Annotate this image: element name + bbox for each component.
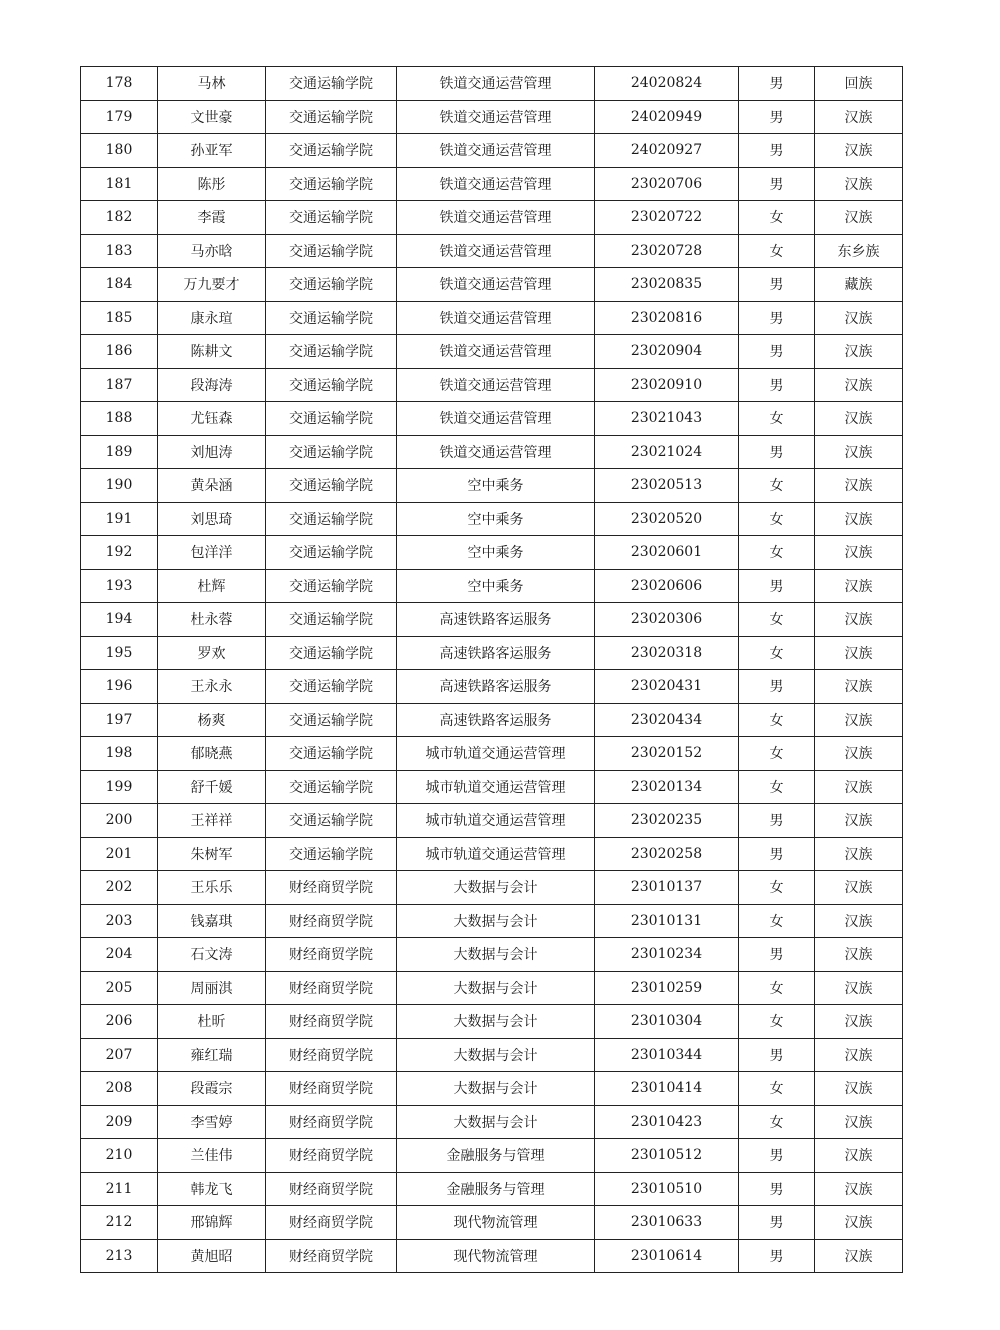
student-name-cell: 兰佳伟 <box>158 1139 266 1173</box>
row-number-cell: 200 <box>81 804 158 838</box>
row-number-cell: 211 <box>81 1172 158 1206</box>
college-cell: 交通运输学院 <box>266 636 397 670</box>
college-cell: 交通运输学院 <box>266 837 397 871</box>
gender-cell: 女 <box>739 402 815 436</box>
gender-cell: 男 <box>739 100 815 134</box>
gender-cell: 女 <box>739 770 815 804</box>
college-cell: 财经商贸学院 <box>266 971 397 1005</box>
table-row <box>81 737 903 771</box>
college-cell: 交通运输学院 <box>266 201 397 235</box>
major-cell: 铁道交通运营管理 <box>397 234 595 268</box>
table-row <box>81 670 903 704</box>
row-number-cell: 204 <box>81 938 158 972</box>
student-id-cell: 24020949 <box>595 100 739 134</box>
student-id-cell: 23010131 <box>595 904 739 938</box>
table-row <box>81 335 903 369</box>
major-cell: 高速铁路客运服务 <box>397 703 595 737</box>
ethnicity-cell: 汉族 <box>815 435 903 469</box>
row-number-cell: 190 <box>81 469 158 503</box>
ethnicity-cell: 汉族 <box>815 502 903 536</box>
gender-cell: 男 <box>739 804 815 838</box>
student-id-cell: 23020816 <box>595 301 739 335</box>
ethnicity-cell: 汉族 <box>815 636 903 670</box>
row-number-cell: 189 <box>81 435 158 469</box>
row-number-cell: 193 <box>81 569 158 603</box>
table-row <box>81 1239 903 1273</box>
student-id-cell: 23020434 <box>595 703 739 737</box>
row-number-cell: 201 <box>81 837 158 871</box>
table-row <box>81 301 903 335</box>
student-name-cell: 文世豪 <box>158 100 266 134</box>
college-cell: 交通运输学院 <box>266 234 397 268</box>
major-cell: 高速铁路客运服务 <box>397 603 595 637</box>
row-number-cell: 203 <box>81 904 158 938</box>
college-cell: 交通运输学院 <box>266 402 397 436</box>
row-number-cell: 198 <box>81 737 158 771</box>
gender-cell: 女 <box>739 636 815 670</box>
table-row <box>81 201 903 235</box>
student-id-cell: 23020235 <box>595 804 739 838</box>
row-number-cell: 213 <box>81 1239 158 1273</box>
student-id-cell: 23020152 <box>595 737 739 771</box>
ethnicity-cell: 藏族 <box>815 268 903 302</box>
student-id-cell: 23020318 <box>595 636 739 670</box>
ethnicity-cell: 东乡族 <box>815 234 903 268</box>
major-cell: 金融服务与管理 <box>397 1172 595 1206</box>
table-row <box>81 569 903 603</box>
gender-cell: 女 <box>739 1072 815 1106</box>
ethnicity-cell: 汉族 <box>815 603 903 637</box>
student-id-cell: 23010512 <box>595 1139 739 1173</box>
table-row <box>81 368 903 402</box>
row-number-cell: 194 <box>81 603 158 637</box>
student-name-cell: 雍红瑞 <box>158 1038 266 1072</box>
student-name-cell: 尤钰森 <box>158 402 266 436</box>
student-name-cell: 段海涛 <box>158 368 266 402</box>
major-cell: 大数据与会计 <box>397 1072 595 1106</box>
student-id-cell: 23020910 <box>595 368 739 402</box>
college-cell: 财经商贸学院 <box>266 938 397 972</box>
major-cell: 铁道交通运营管理 <box>397 301 595 335</box>
ethnicity-cell: 汉族 <box>815 100 903 134</box>
gender-cell: 男 <box>739 1139 815 1173</box>
college-cell: 交通运输学院 <box>266 703 397 737</box>
student-id-cell: 23010304 <box>595 1005 739 1039</box>
student-name-cell: 李雪婷 <box>158 1105 266 1139</box>
ethnicity-cell: 汉族 <box>815 971 903 1005</box>
table-row <box>81 1139 903 1173</box>
ethnicity-cell: 汉族 <box>815 1206 903 1240</box>
row-number-cell: 199 <box>81 770 158 804</box>
table-row <box>81 1172 903 1206</box>
student-name-cell: 刘旭涛 <box>158 435 266 469</box>
ethnicity-cell: 汉族 <box>815 770 903 804</box>
major-cell: 金融服务与管理 <box>397 1139 595 1173</box>
table-row <box>81 134 903 168</box>
student-name-cell: 马林 <box>158 67 266 101</box>
table-row <box>81 1206 903 1240</box>
student-name-cell: 钱嘉琪 <box>158 904 266 938</box>
college-cell: 交通运输学院 <box>266 368 397 402</box>
student-name-cell: 杜永蓉 <box>158 603 266 637</box>
student-name-cell: 包洋洋 <box>158 536 266 570</box>
student-list-table <box>80 66 903 1273</box>
student-id-cell: 23020513 <box>595 469 739 503</box>
college-cell: 交通运输学院 <box>266 100 397 134</box>
gender-cell: 男 <box>739 134 815 168</box>
college-cell: 交通运输学院 <box>266 569 397 603</box>
gender-cell: 女 <box>739 536 815 570</box>
major-cell: 大数据与会计 <box>397 1005 595 1039</box>
student-name-cell: 黄朵涵 <box>158 469 266 503</box>
gender-cell: 女 <box>739 502 815 536</box>
table-row <box>81 1038 903 1072</box>
row-number-cell: 186 <box>81 335 158 369</box>
student-id-cell: 23020728 <box>595 234 739 268</box>
ethnicity-cell: 汉族 <box>815 335 903 369</box>
major-cell: 城市轨道交通运营管理 <box>397 737 595 771</box>
student-id-cell: 23020722 <box>595 201 739 235</box>
ethnicity-cell: 汉族 <box>815 938 903 972</box>
student-list-body <box>81 67 903 1273</box>
college-cell: 财经商贸学院 <box>266 871 397 905</box>
major-cell: 城市轨道交通运营管理 <box>397 804 595 838</box>
ethnicity-cell: 汉族 <box>815 837 903 871</box>
table-row <box>81 770 903 804</box>
row-number-cell: 197 <box>81 703 158 737</box>
student-name-cell: 韩龙飞 <box>158 1172 266 1206</box>
ethnicity-cell: 汉族 <box>815 134 903 168</box>
ethnicity-cell: 汉族 <box>815 1139 903 1173</box>
gender-cell: 女 <box>739 871 815 905</box>
college-cell: 交通运输学院 <box>266 268 397 302</box>
ethnicity-cell: 汉族 <box>815 703 903 737</box>
table-row <box>81 1105 903 1139</box>
row-number-cell: 184 <box>81 268 158 302</box>
student-name-cell: 罗欢 <box>158 636 266 670</box>
row-number-cell: 210 <box>81 1139 158 1173</box>
table-row <box>81 402 903 436</box>
gender-cell: 男 <box>739 67 815 101</box>
ethnicity-cell: 汉族 <box>815 368 903 402</box>
ethnicity-cell: 汉族 <box>815 201 903 235</box>
student-name-cell: 陈彤 <box>158 167 266 201</box>
college-cell: 财经商贸学院 <box>266 1105 397 1139</box>
ethnicity-cell: 汉族 <box>815 1239 903 1273</box>
major-cell: 高速铁路客运服务 <box>397 670 595 704</box>
ethnicity-cell: 汉族 <box>815 1105 903 1139</box>
student-id-cell: 23010510 <box>595 1172 739 1206</box>
major-cell: 高速铁路客运服务 <box>397 636 595 670</box>
table-row <box>81 971 903 1005</box>
student-id-cell: 23020601 <box>595 536 739 570</box>
row-number-cell: 178 <box>81 67 158 101</box>
college-cell: 交通运输学院 <box>266 167 397 201</box>
row-number-cell: 181 <box>81 167 158 201</box>
student-id-cell: 24020824 <box>595 67 739 101</box>
student-id-cell: 23020306 <box>595 603 739 637</box>
student-name-cell: 邢锦辉 <box>158 1206 266 1240</box>
student-id-cell: 23020835 <box>595 268 739 302</box>
table-row <box>81 636 903 670</box>
gender-cell: 女 <box>739 904 815 938</box>
table-row <box>81 837 903 871</box>
student-name-cell: 朱树军 <box>158 837 266 871</box>
student-id-cell: 23010259 <box>595 971 739 1005</box>
gender-cell: 女 <box>739 469 815 503</box>
gender-cell: 女 <box>739 971 815 1005</box>
ethnicity-cell: 汉族 <box>815 804 903 838</box>
major-cell: 现代物流管理 <box>397 1206 595 1240</box>
ethnicity-cell: 汉族 <box>815 402 903 436</box>
college-cell: 财经商贸学院 <box>266 1172 397 1206</box>
row-number-cell: 209 <box>81 1105 158 1139</box>
ethnicity-cell: 汉族 <box>815 1005 903 1039</box>
gender-cell: 女 <box>739 603 815 637</box>
college-cell: 交通运输学院 <box>266 469 397 503</box>
gender-cell: 男 <box>739 435 815 469</box>
major-cell: 城市轨道交通运营管理 <box>397 770 595 804</box>
student-name-cell: 万九要才 <box>158 268 266 302</box>
student-id-cell: 23010234 <box>595 938 739 972</box>
student-id-cell: 23020520 <box>595 502 739 536</box>
row-number-cell: 207 <box>81 1038 158 1072</box>
row-number-cell: 180 <box>81 134 158 168</box>
student-name-cell: 杜昕 <box>158 1005 266 1039</box>
table-row <box>81 469 903 503</box>
row-number-cell: 202 <box>81 871 158 905</box>
student-id-cell: 23010414 <box>595 1072 739 1106</box>
major-cell: 空中乘务 <box>397 469 595 503</box>
gender-cell: 女 <box>739 703 815 737</box>
major-cell: 铁道交通运营管理 <box>397 435 595 469</box>
ethnicity-cell: 汉族 <box>815 167 903 201</box>
ethnicity-cell: 汉族 <box>815 871 903 905</box>
gender-cell: 男 <box>739 1239 815 1273</box>
student-id-cell: 23020606 <box>595 569 739 603</box>
student-name-cell: 李霞 <box>158 201 266 235</box>
student-name-cell: 周丽淇 <box>158 971 266 1005</box>
gender-cell: 男 <box>739 268 815 302</box>
student-id-cell: 23010614 <box>595 1239 739 1273</box>
student-name-cell: 王祥祥 <box>158 804 266 838</box>
college-cell: 财经商贸学院 <box>266 1038 397 1072</box>
ethnicity-cell: 汉族 <box>815 1072 903 1106</box>
major-cell: 铁道交通运营管理 <box>397 67 595 101</box>
college-cell: 财经商贸学院 <box>266 1239 397 1273</box>
table-row <box>81 100 903 134</box>
table-row <box>81 904 903 938</box>
student-name-cell: 舒千媛 <box>158 770 266 804</box>
major-cell: 铁道交通运营管理 <box>397 402 595 436</box>
student-name-cell: 陈耕文 <box>158 335 266 369</box>
ethnicity-cell: 汉族 <box>815 301 903 335</box>
major-cell: 大数据与会计 <box>397 938 595 972</box>
student-name-cell: 郁晓燕 <box>158 737 266 771</box>
ethnicity-cell: 回族 <box>815 67 903 101</box>
student-id-cell: 23021024 <box>595 435 739 469</box>
student-name-cell: 石文涛 <box>158 938 266 972</box>
table-row <box>81 603 903 637</box>
college-cell: 财经商贸学院 <box>266 1005 397 1039</box>
gender-cell: 女 <box>739 1005 815 1039</box>
major-cell: 大数据与会计 <box>397 1105 595 1139</box>
gender-cell: 男 <box>739 301 815 335</box>
gender-cell: 女 <box>739 737 815 771</box>
college-cell: 交通运输学院 <box>266 335 397 369</box>
row-number-cell: 183 <box>81 234 158 268</box>
major-cell: 城市轨道交通运营管理 <box>397 837 595 871</box>
major-cell: 铁道交通运营管理 <box>397 201 595 235</box>
college-cell: 财经商贸学院 <box>266 1072 397 1106</box>
major-cell: 铁道交通运营管理 <box>397 268 595 302</box>
table-row <box>81 804 903 838</box>
student-id-cell: 23010137 <box>595 871 739 905</box>
table-row <box>81 502 903 536</box>
row-number-cell: 195 <box>81 636 158 670</box>
ethnicity-cell: 汉族 <box>815 536 903 570</box>
gender-cell: 男 <box>739 938 815 972</box>
ethnicity-cell: 汉族 <box>815 737 903 771</box>
row-number-cell: 192 <box>81 536 158 570</box>
table-row <box>81 1005 903 1039</box>
gender-cell: 男 <box>739 569 815 603</box>
college-cell: 交通运输学院 <box>266 301 397 335</box>
row-number-cell: 206 <box>81 1005 158 1039</box>
student-name-cell: 王乐乐 <box>158 871 266 905</box>
table-row <box>81 703 903 737</box>
table-row <box>81 268 903 302</box>
row-number-cell: 196 <box>81 670 158 704</box>
college-cell: 财经商贸学院 <box>266 904 397 938</box>
student-id-cell: 23020258 <box>595 837 739 871</box>
student-id-cell: 23010423 <box>595 1105 739 1139</box>
student-id-cell: 23020134 <box>595 770 739 804</box>
student-name-cell: 马亦晗 <box>158 234 266 268</box>
college-cell: 财经商贸学院 <box>266 1139 397 1173</box>
major-cell: 大数据与会计 <box>397 971 595 1005</box>
row-number-cell: 185 <box>81 301 158 335</box>
student-name-cell: 刘思琦 <box>158 502 266 536</box>
major-cell: 铁道交通运营管理 <box>397 100 595 134</box>
major-cell: 现代物流管理 <box>397 1239 595 1273</box>
table-row <box>81 67 903 101</box>
gender-cell: 男 <box>739 670 815 704</box>
row-number-cell: 191 <box>81 502 158 536</box>
student-name-cell: 杜辉 <box>158 569 266 603</box>
gender-cell: 男 <box>739 1038 815 1072</box>
table-row <box>81 536 903 570</box>
gender-cell: 男 <box>739 837 815 871</box>
major-cell: 空中乘务 <box>397 502 595 536</box>
ethnicity-cell: 汉族 <box>815 670 903 704</box>
college-cell: 财经商贸学院 <box>266 1206 397 1240</box>
major-cell: 大数据与会计 <box>397 871 595 905</box>
student-name-cell: 杨爽 <box>158 703 266 737</box>
college-cell: 交通运输学院 <box>266 737 397 771</box>
student-id-cell: 23010633 <box>595 1206 739 1240</box>
major-cell: 空中乘务 <box>397 536 595 570</box>
student-id-cell: 23020431 <box>595 670 739 704</box>
ethnicity-cell: 汉族 <box>815 904 903 938</box>
row-number-cell: 208 <box>81 1072 158 1106</box>
row-number-cell: 205 <box>81 971 158 1005</box>
table-row <box>81 938 903 972</box>
student-id-cell: 24020927 <box>595 134 739 168</box>
major-cell: 铁道交通运营管理 <box>397 167 595 201</box>
college-cell: 交通运输学院 <box>266 670 397 704</box>
student-id-cell: 23020706 <box>595 167 739 201</box>
table-row <box>81 167 903 201</box>
major-cell: 大数据与会计 <box>397 904 595 938</box>
gender-cell: 男 <box>739 1172 815 1206</box>
ethnicity-cell: 汉族 <box>815 569 903 603</box>
student-name-cell: 段霞宗 <box>158 1072 266 1106</box>
row-number-cell: 182 <box>81 201 158 235</box>
gender-cell: 男 <box>739 167 815 201</box>
ethnicity-cell: 汉族 <box>815 1172 903 1206</box>
student-name-cell: 康永瑄 <box>158 301 266 335</box>
major-cell: 铁道交通运营管理 <box>397 335 595 369</box>
major-cell: 空中乘务 <box>397 569 595 603</box>
student-name-cell: 黄旭昭 <box>158 1239 266 1273</box>
gender-cell: 女 <box>739 234 815 268</box>
student-id-cell: 23021043 <box>595 402 739 436</box>
student-name-cell: 王永永 <box>158 670 266 704</box>
row-number-cell: 188 <box>81 402 158 436</box>
major-cell: 铁道交通运营管理 <box>397 134 595 168</box>
ethnicity-cell: 汉族 <box>815 469 903 503</box>
row-number-cell: 212 <box>81 1206 158 1240</box>
gender-cell: 男 <box>739 368 815 402</box>
student-name-cell: 孙亚军 <box>158 134 266 168</box>
gender-cell: 女 <box>739 201 815 235</box>
college-cell: 交通运输学院 <box>266 536 397 570</box>
gender-cell: 女 <box>739 1105 815 1139</box>
row-number-cell: 179 <box>81 100 158 134</box>
row-number-cell: 187 <box>81 368 158 402</box>
gender-cell: 男 <box>739 1206 815 1240</box>
major-cell: 铁道交通运营管理 <box>397 368 595 402</box>
college-cell: 交通运输学院 <box>266 67 397 101</box>
gender-cell: 男 <box>739 335 815 369</box>
college-cell: 交通运输学院 <box>266 502 397 536</box>
student-id-cell: 23020904 <box>595 335 739 369</box>
table-row <box>81 1072 903 1106</box>
college-cell: 交通运输学院 <box>266 603 397 637</box>
college-cell: 交通运输学院 <box>266 804 397 838</box>
table-row <box>81 871 903 905</box>
college-cell: 交通运输学院 <box>266 134 397 168</box>
college-cell: 交通运输学院 <box>266 770 397 804</box>
college-cell: 交通运输学院 <box>266 435 397 469</box>
table-row <box>81 435 903 469</box>
major-cell: 大数据与会计 <box>397 1038 595 1072</box>
ethnicity-cell: 汉族 <box>815 1038 903 1072</box>
student-id-cell: 23010344 <box>595 1038 739 1072</box>
table-row <box>81 234 903 268</box>
